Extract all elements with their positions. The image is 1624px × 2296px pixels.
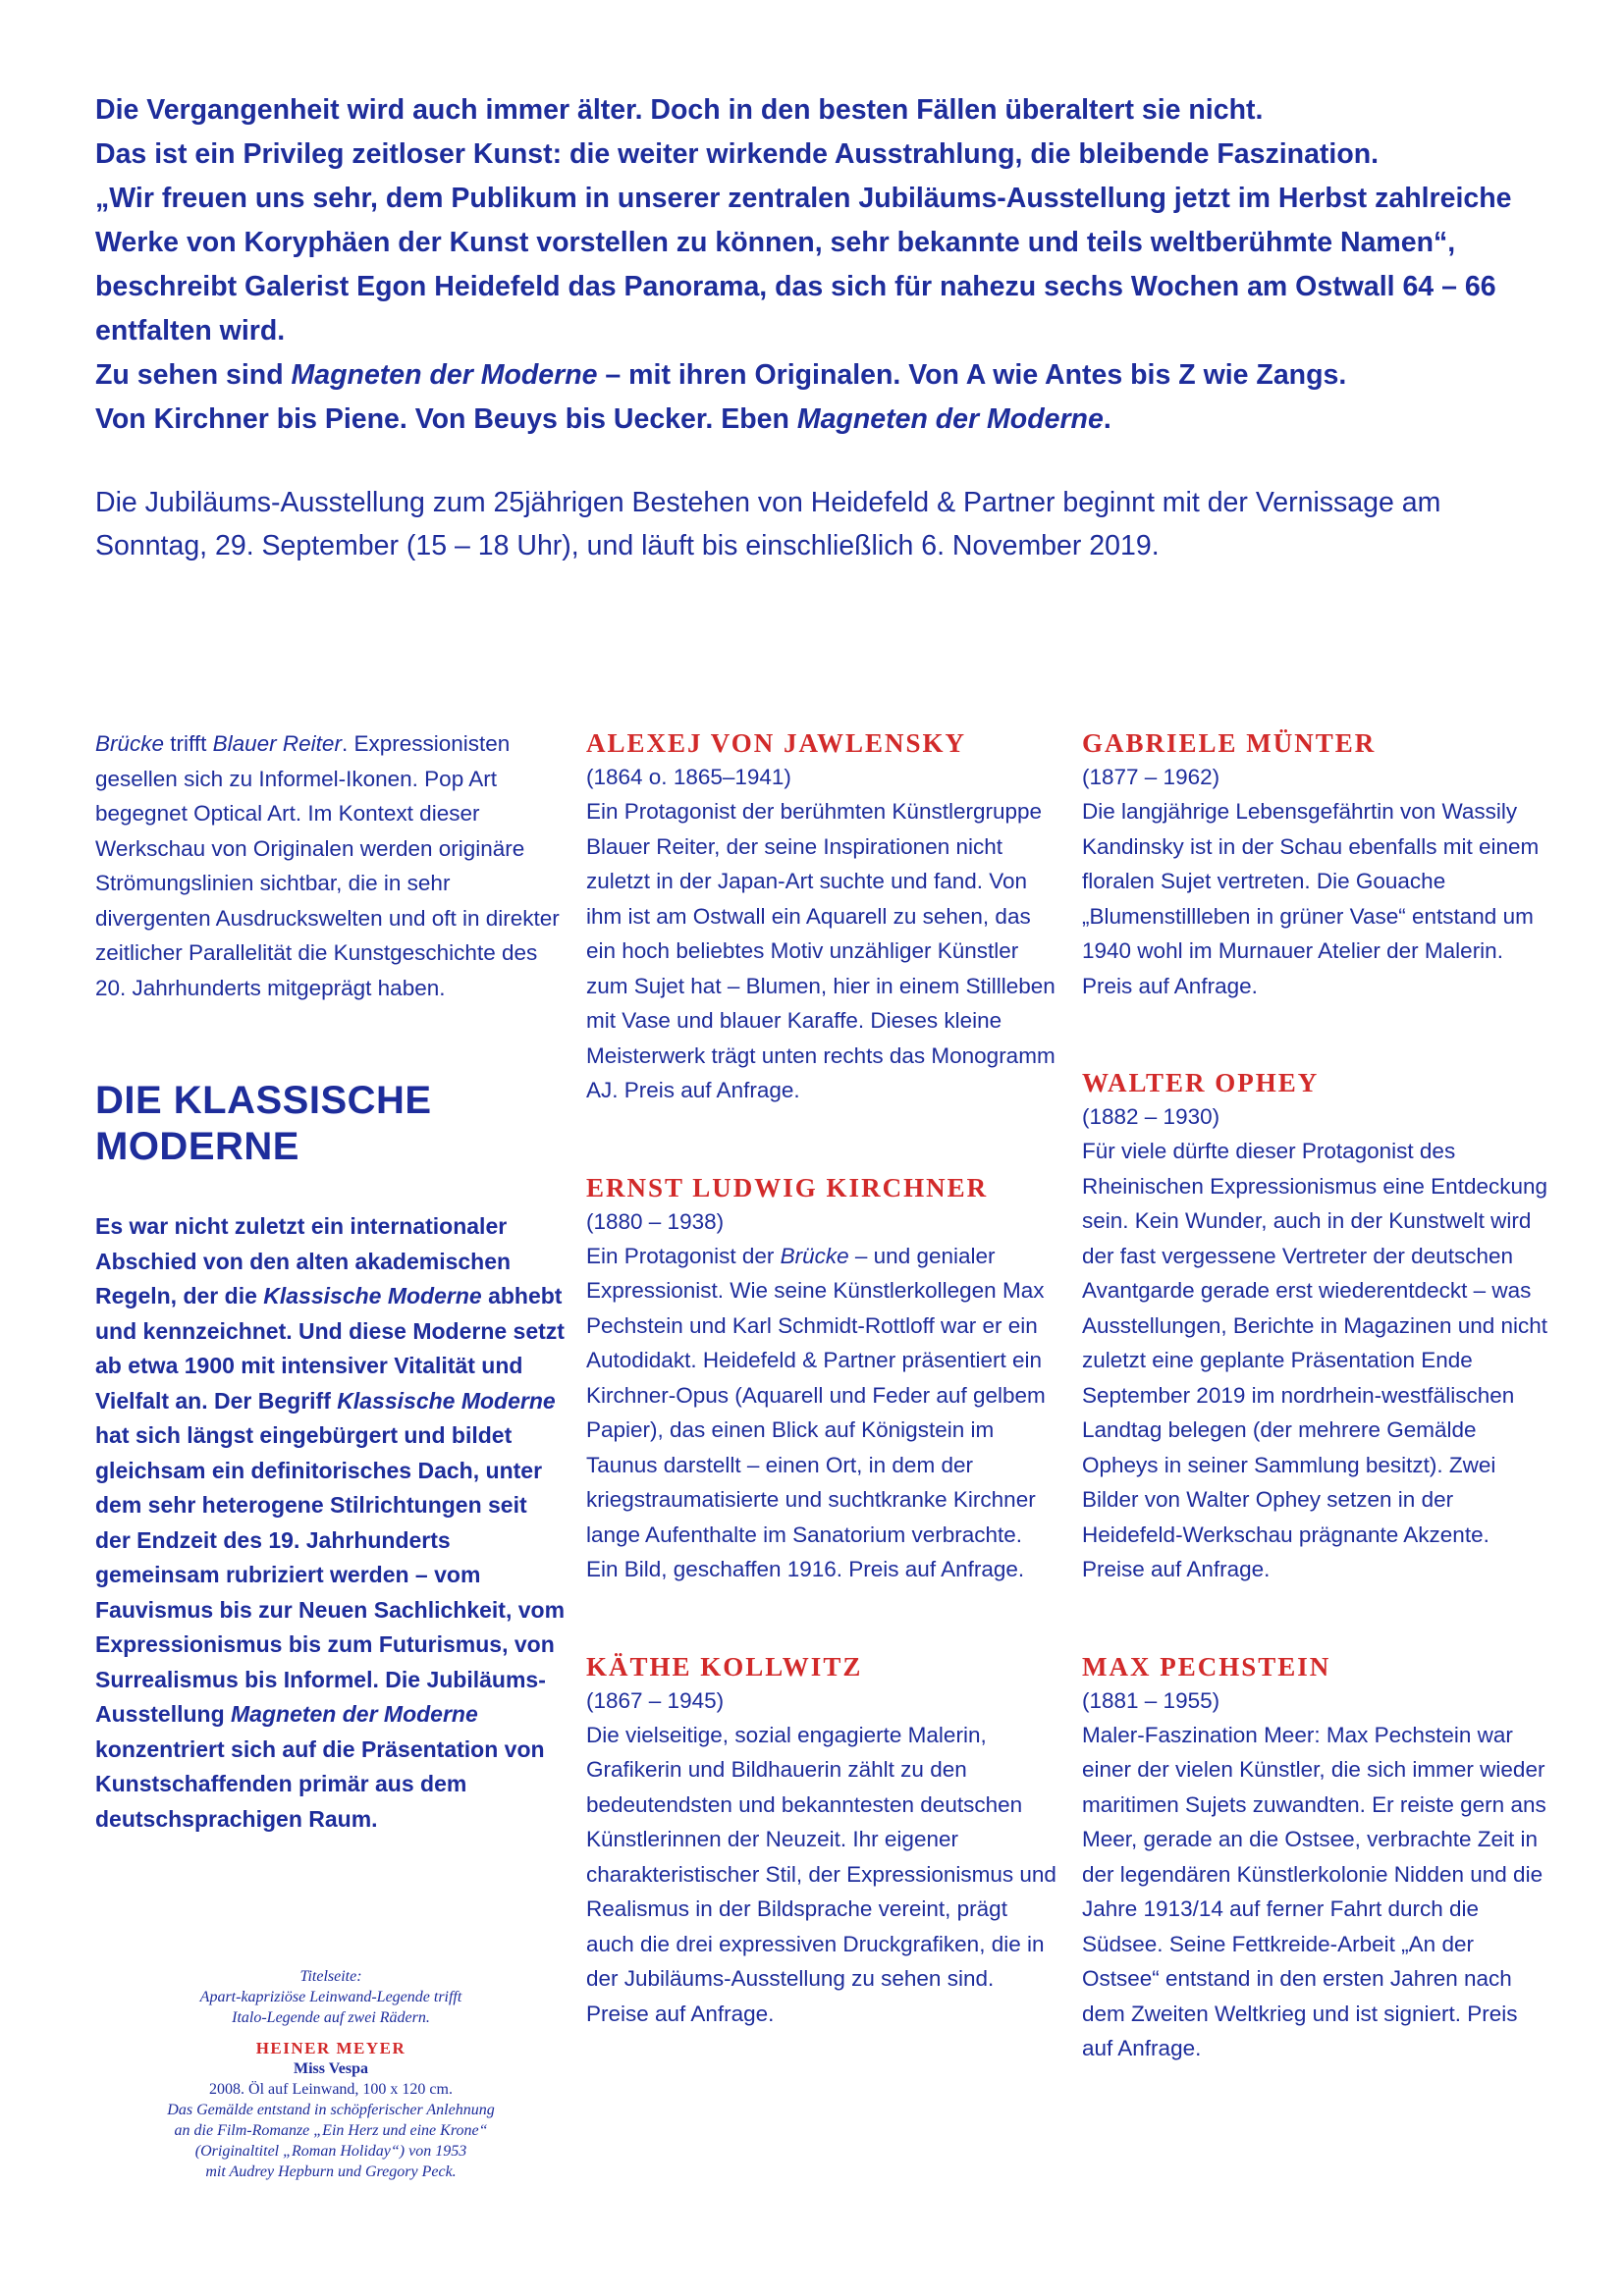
column-intro-italic-1: Brücke [95,731,165,756]
column-intro-italic-2: Blauer Reiter [212,731,342,756]
artist-text: Ein Protagonist der berühmten Künstlergruppe Blauer Reiter, der seine Inspirationen nicht zuletzt in der Japan-Art suchte und fand. Von ihm ist am Ostwall ein Aquarell zu sehen, das ein hoch beliebtes Motiv unzähliger Künstler zum Sujet hat – Blumen, hier in einem Stillleben mit Vase und blauer Karaffe. Dieses kleine Meisterwerk trägt unten rechts das Monogramm AJ. Preis auf Anfrage. [586,799,1056,1102]
artist-text: Die vielseitige, sozial engagierte Malerin, Grafikerin und Bildhauerin zählt zu den bedeutendsten und bekanntesten deutschen Künstlerinnen der Neuzeit. Ihr eigener charakteristischer Stil, der Expressionismus und Realismus in der Bildsprache vereint, prägt auch die drei expressiven Druckgrafiken, die in der Jubiläums-Ausstellung zu sehen sind. Preise auf Anfrage. [586,1722,1056,2026]
artist-text: Die langjährige Lebensgefährtin von Wassily Kandinsky ist in der Schau ebenfalls mit einem floralen Sujet vertreten. Die Gouache „Blumenstillleben in grüner Vase“ entstand um 1940 wohl im Murnauer Atelier der Malerin. Preis auf Anfrage. [1082,799,1540,998]
section-text-3: hat sich längst eingebürgert und bildet gleichsam ein definitorisches Dach, unter dem sehr heterogene Stilrichtungen seit der Endzeit des 19. Jahrhunderts gemeinsam rubriziert werden – vom Fauvismus bis zur Neuen Sachlichkeit, vom Expressionismus bis zum Futurismus, von Surrealismus bis Informel. Die Jubiläums-Ausstellung [95,1422,566,1727]
column-right [1082,726,1553,2066]
artist-text-pre: Ein Protagonist der [586,1243,781,1268]
column-middle [586,726,1057,2031]
caption-line-2: Italo-Legende auf zwei Rädern. [232,2009,430,2026]
intro-line-3-text-end: – mit ihren Originalen. Von A wie Antes bis Z wie Zangs. [597,359,1347,391]
caption-note-4: mit Audrey Hepburn und Gregory Peck. [205,2163,457,2180]
column-left [95,726,567,1837]
section-heading-line-2: MODERNE [95,1125,299,1168]
artist-text-post: – und genialer Expressionist. Wie seine Künstlerkollegen Max Pechstein und Karl Schmidt-Rottloff war er ein Autodidakt. Heidefeld & Partner präsentiert ein Kirchner-Opus (Aquarell und Feder auf gelbem Papier), das einen Blick auf Königstein im Taunus darstellt – einen Ort, in dem der kriegstraumatisierte und suchtkranke Kirchner lange Aufenthalte im Sanatorium verbrachte. Ein Bild, geschaffen 1916. Preis auf Anfrage. [586,1243,1046,1581]
section-text-4: konzentriert sich auf die Präsentation von Kunstschaffenden primär aus dem deutschsprachigen Raum. [95,1735,545,1832]
image-caption [95,1966,567,2182]
intro-block [95,88,1548,442]
intro-line-4-text: Von Kirchner bis Piene. Von Beuys bis Uecker. Eben [95,403,797,435]
column-intro [95,726,567,1005]
artist-entry-kollwitz [586,1650,1057,2032]
intro-line-3-text: Zu sehen sind [95,359,292,391]
artist-entry-ophey [1082,1066,1553,1587]
section-text [95,1209,567,1837]
caption-artist: HEINER MEYER [255,2039,406,2057]
artist-text: Für viele dürfte dieser Protagonist des Rheinischen Expressionismus eine Entdeckung sein. Kein Wunder, auch in der Kunstwelt wird der fast vergessene Vertreter der deutschen Avantgarde gerade erst wiederentdeckt – was Ausstellungen, Berichte in Magazinen und nicht zuletzt eine geplante Präsentation Ende September 2019 im nordrhein-westfälischen Landtag belegen (der mehrere Gemälde Opheys in seiner Sammlung besitzt). Zwei Bilder von Walter Ophey setzen in der Heidefeld-Werkschau prägnante Akzente. Preise auf Anfrage. [1082,1139,1548,1581]
caption-line-1: Apart-kapriziöse Leinwand-Legende trifft [199,1989,462,2005]
artist-years: (1881 – 1955) [1082,1687,1220,1713]
intro-line-3-italic: Magneten der Moderne [291,359,598,391]
artist-entry-kirchner [586,1171,1057,1587]
artist-years: (1882 – 1930) [1082,1104,1220,1129]
intro-quote: „Wir freuen uns sehr, dem Publikum in unserer zentralen Jubiläums-Ausstellung jetzt im Herbst zahlreiche Werke von Koryphäen der Kunst vorstellen zu können, sehr bekannte und teils weltberühmte Namen“, beschreibt Galerist Egon Heidefeld das Panorama, das sich für nahezu sechs Wochen am Ostwall 64 – 66 entfalten wird. [95,183,1512,347]
section-heading-line-1: DIE KLASSISCHE [95,1079,432,1122]
artist-entry-muenter [1082,726,1553,1003]
section-text-1: Es war nicht zuletzt ein internationaler Abschied von den alten akademischen Regeln, der die [95,1213,512,1308]
caption-title: Miss Vespa [293,2060,369,2077]
artist-name: KÄTHE KOLLWITZ [586,1651,863,1682]
intro-line-4 [95,398,1548,442]
section-text-2: abhebt und kennzeichnet. Und diese Moderne setzt ab etwa 1900 mit intensiver Vitalität und Vielfalt an. Der Begriff [95,1283,565,1414]
artist-years: (1867 – 1945) [586,1687,725,1713]
column-intro-text-2: . Expressionisten gesellen sich zu Informel-Ikonen. Pop Art begegnet Optical Art. Im Kontext dieser Werkschau von Originalen werden originäre Strömungslinien sichtbar, die in sehr divergenten Ausdruckswelten und oft in direkter zeitlicher Parallelität die Kunstgeschichte des 20. Jahrhunderts mitgeprägt haben. [95,731,560,1000]
section-italic-2: Klassische Moderne [337,1387,556,1414]
caption-details: 2008. Öl auf Leinwand, 100 x 120 cm. [209,2081,453,2098]
artist-years: (1864 o. 1865–1941) [586,765,791,789]
section-italic-1: Klassische Moderne [263,1283,482,1308]
section-heading [95,1078,567,1170]
caption-note-1: Das Gemälde entstand in schöpferischer Anlehnung [167,2102,495,2118]
caption-note-3: (Originaltitel „Roman Holiday“) von 1953 [194,2143,467,2160]
artist-name: WALTER OPHEY [1082,1068,1320,1097]
intro-line-4-text-end: . [1103,403,1111,435]
caption-note-2: an die Film-Romanze „Ein Herz und eine Krone“ [174,2122,488,2139]
intro-line-2: Das ist ein Privileg zeitloser Kunst: die weiter wirkende Ausstrahlung, die bleibende Faszination. [95,138,1380,170]
intro-line-3 [95,353,1548,398]
column-intro-text-1: trifft [164,731,213,756]
artist-name: ERNST LUDWIG KIRCHNER [586,1172,989,1202]
artist-entry-jawlensky [586,726,1057,1108]
section-italic-3: Magneten der Moderne [231,1701,478,1727]
artist-text: Maler-Faszination Meer: Max Pechstein war einer der vielen Künstler, die sich immer wieder maritimen Sujets zuwandten. Er reiste gern ans Meer, gerade an die Ostsee, verbrachte Zeit in der legendären Künstlerkolonie Nidden und die Jahre 1913/14 auf ferner Fahrt durch die Südsee. Seine Fettkreide-Arbeit „An der Ostsee“ entstand in den ersten Jahren nach dem Zweiten Weltkrieg und ist signiert. Preis auf Anfrage. [1082,1722,1546,2060]
intro-line-4-italic: Magneten der Moderne [796,403,1104,435]
artist-years: (1877 – 1962) [1082,765,1220,789]
artist-name: ALEXEJ VON JAWLENSKY [586,728,967,758]
artist-years: (1880 – 1938) [586,1208,725,1234]
artist-text [586,1239,1057,1587]
artist-text-italic: Brücke [780,1243,849,1268]
artist-entry-pechstein [1082,1650,1553,2066]
artist-name: MAX PECHSTEIN [1082,1651,1331,1682]
intro-line-1: Die Vergangenheit wird auch immer älter. Doch in den besten Fällen überaltert sie nicht. [95,94,1264,126]
artist-name: GABRIELE MÜNTER [1082,728,1377,758]
announcement: Die Jubiläums-Ausstellung zum 25jährigen Bestehen von Heidefeld & Partner beginnt mit der Vernissage am Sonntag, 29. September (15 – 18 Uhr), und läuft bis einschließlich 6. November 2019. [95,487,1441,561]
caption-label: Titelseite: [299,1968,362,1985]
